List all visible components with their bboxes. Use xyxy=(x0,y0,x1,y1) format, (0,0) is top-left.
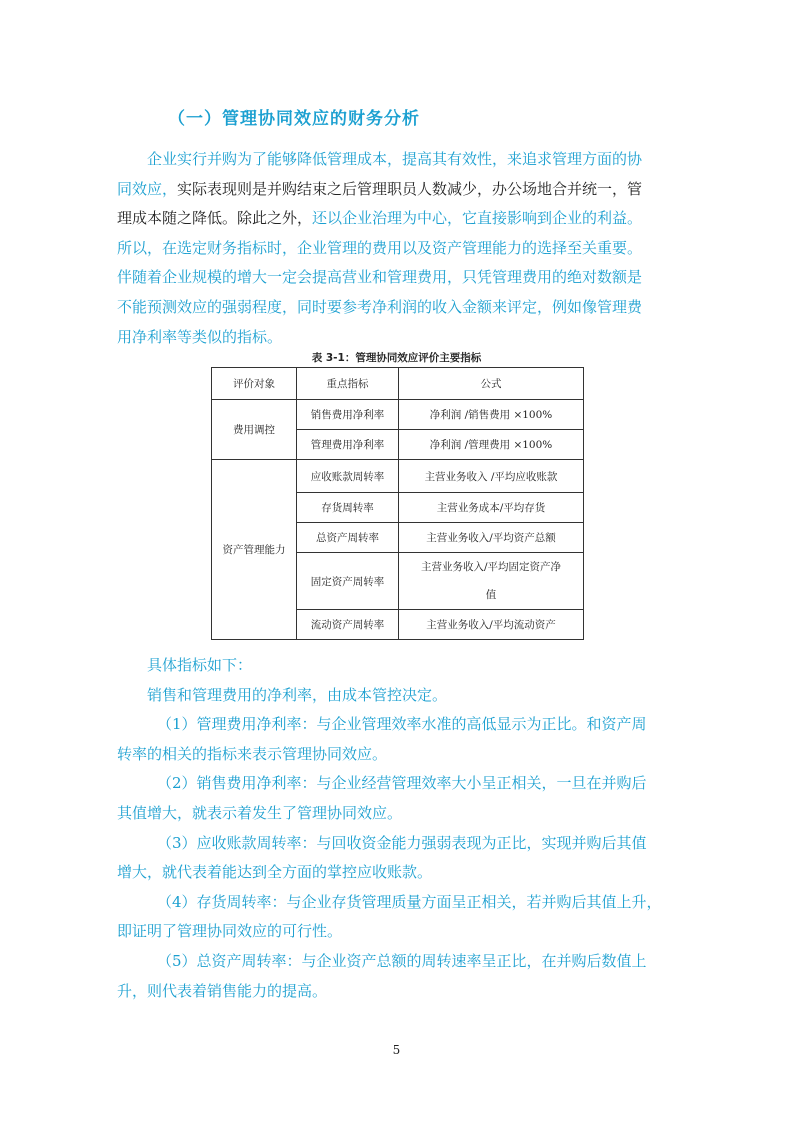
indicator-cell: 管理费用净利率 xyxy=(297,430,399,460)
page-number: 5 xyxy=(392,1043,401,1057)
header-cell: 公式 xyxy=(399,368,584,400)
intro-line-7: 用净利率等类似的指标。 xyxy=(117,327,283,346)
intro-line-2a: 同效应， xyxy=(117,179,178,198)
detail-5-line-2: 升，则代表着销售能力的提高。 xyxy=(117,981,328,1000)
detail-4-line-2: 即证明了管理协同效应的可行性。 xyxy=(117,922,343,941)
group-cell: 费用调控 xyxy=(212,400,297,460)
header-cell: 重点指标 xyxy=(297,368,399,400)
intro-line-2 xyxy=(117,175,687,205)
details-intro: 具体指标如下： xyxy=(147,656,253,674)
details-section xyxy=(117,651,687,1006)
indicator-cell: 总资产周转率 xyxy=(297,523,399,553)
intro-line-3a: 理成本随之降低。除此之外， xyxy=(117,209,313,228)
indicator-cell: 存货周转率 xyxy=(297,493,399,523)
formula-cell: 净利润 /销售费用 ×100% xyxy=(399,400,584,430)
formula-line: 主营业务收入/平均固定资产净 xyxy=(420,561,562,573)
detail-2-line-1: （2）销售费用净利率：与企业经营管理效率大小呈正相关，一旦在并购后 xyxy=(157,774,647,793)
detail-5-line-1: （5）总资产周转率：与企业资产总额的周转速率呈正比，在并购后数值上 xyxy=(157,951,647,970)
intro-line-3 xyxy=(117,204,687,234)
table-row xyxy=(212,460,584,493)
formula-cell: 净利润 /管理费用 ×100% xyxy=(399,430,584,460)
detail-3-line-2: 增大，就代表着能达到全方面的掌控应收账款。 xyxy=(117,863,433,882)
table-row xyxy=(212,400,584,430)
detail-2-line-2: 其值增大，就表示着发生了管理协同效应。 xyxy=(117,803,403,822)
indicator-cell: 销售费用净利率 xyxy=(297,400,399,430)
intro-paragraph xyxy=(117,145,687,352)
detail-1-line-1: （1）管理费用净利率：与企业管理效率水准的高低显示为正比。和资产周 xyxy=(157,715,647,734)
indicator-cell: 流动资产周转率 xyxy=(297,610,399,640)
header-cell: 评价对象 xyxy=(212,368,297,400)
intro-line-1: 企业实行并购为了能够降低管理成本，提高其有效性，来追求管理方面的协 xyxy=(147,150,643,168)
intro-line-3b: 还以企业治理为中心，它直接影响到企业的利益。 xyxy=(312,209,643,228)
intro-line-2b: 实际表现则是并购结束之后管理职员人数减少，办公场地合并统一，管 xyxy=(177,179,643,198)
formula-cell: 主营业务收入/平均流动资产 xyxy=(399,610,584,640)
formula-cell: 主营业务成本/平均存货 xyxy=(399,493,584,523)
intro-line-5: 伴随着企业规模的增大一定会提高营业和管理费用，只凭管理费用的绝对数额是 xyxy=(117,268,643,287)
detail-3-line-1: （3）应收账款周转率：与回收资金能力强弱表现为正比，实现并购后其值 xyxy=(157,833,647,852)
indicator-table xyxy=(211,367,584,640)
group-cell: 资产管理能力 xyxy=(212,460,297,640)
formula-cell xyxy=(399,553,584,610)
table-header-row xyxy=(212,368,584,400)
intro-line-4: 所以，在选定财务指标时，企业管理的费用以及资产管理能力的选择至关重要。 xyxy=(117,238,643,257)
formula-cell: 主营业务收入 /平均应收账款 xyxy=(399,460,584,493)
intro-line-6: 不能预测效应的强弱程度，同时要参考净利润的收入金额来评定，例如像管理费 xyxy=(117,297,643,316)
formula-line: 值 xyxy=(485,589,497,601)
table-caption: 表 3-1：管理协同效应评价主要指标 xyxy=(311,352,482,364)
section-heading: （一）管理协同效应的财务分析 xyxy=(168,109,420,129)
indicator-cell: 应收账款周转率 xyxy=(297,460,399,493)
detail-4-line-1: （4）存货周转率：与企业存货管理质量方面呈正相关，若并购后其值上升， xyxy=(157,892,662,911)
indicator-cell: 固定资产周转率 xyxy=(297,553,399,610)
formula-cell: 主营业务收入/平均资产总额 xyxy=(399,523,584,553)
detail-1-line-2: 转率的相关的指标来表示管理协同效应。 xyxy=(117,744,388,763)
details-summary: 销售和管理费用的净利率，由成本管控决定。 xyxy=(147,685,448,704)
